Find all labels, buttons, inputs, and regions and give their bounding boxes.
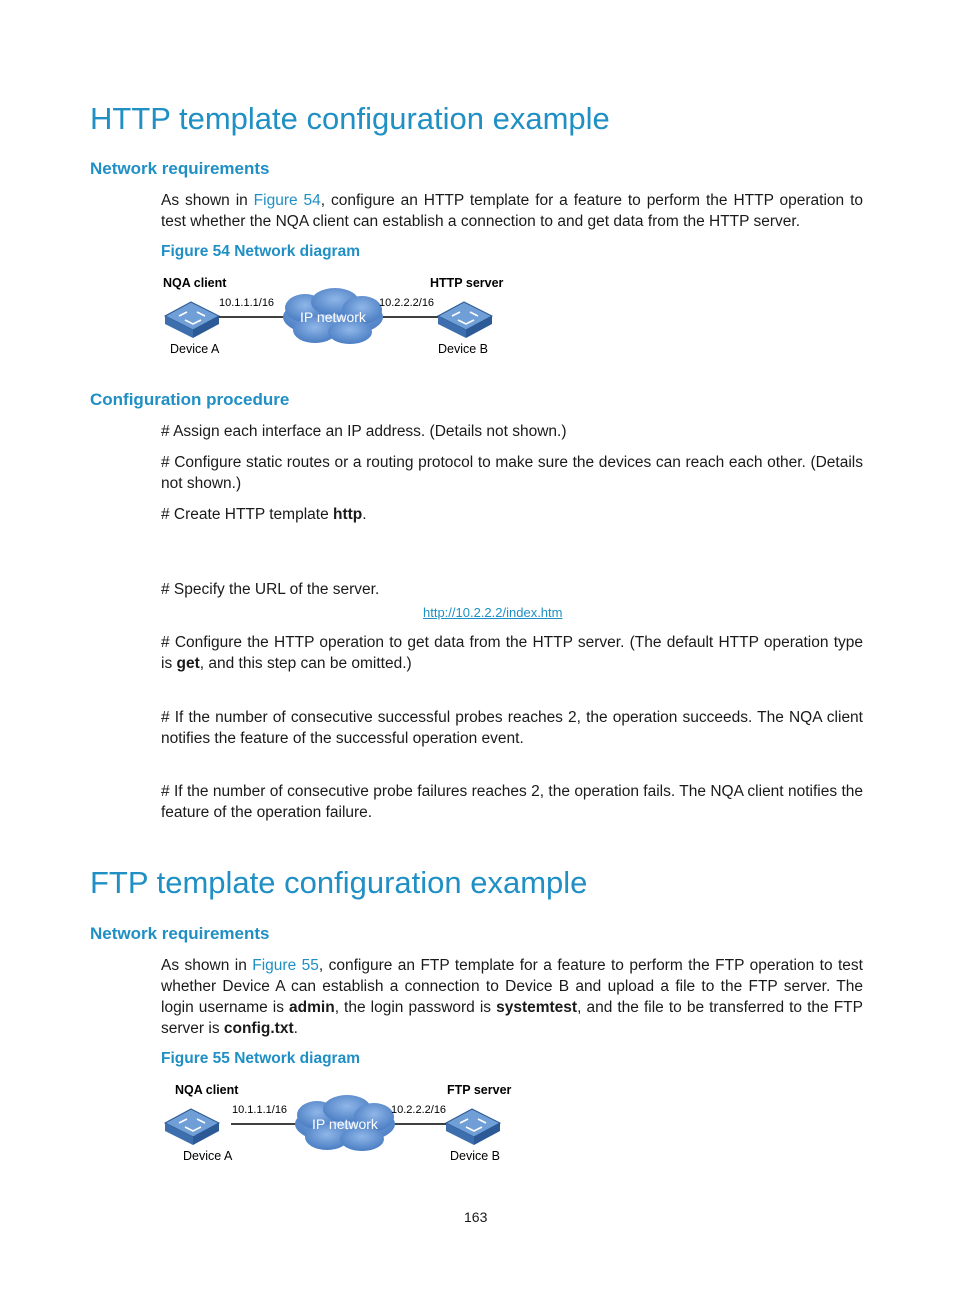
template-name: http (333, 506, 363, 523)
http-configuration-procedure-heading: Configuration procedure (90, 390, 290, 409)
right-device-label: Device B (438, 342, 489, 356)
ftp-section-title: FTP template configuration example (90, 865, 588, 900)
left-device-label: Device A (170, 342, 220, 356)
switch-icon-device-b (438, 302, 492, 338)
step-operation-text: # Configure the HTTP operation to get data from the HTTP server. (The default HTTP operation type is (161, 634, 863, 672)
http-intro-suffix: , configure an HTTP template for a feature to perform the HTTP operation to test whether the NQA client can establish a connection to and get data from the HTTP server. (161, 192, 863, 230)
step-success-threshold: # If the number of consecutive successful probes reaches 2, the operation succeeds. The NQA client notifies the feature of the successful operation event. (161, 709, 863, 747)
right-role-label: FTP server (447, 1083, 512, 1097)
http-intro-prefix: As shown in (161, 192, 254, 209)
step-specify-url: # Specify the URL of the server. (161, 581, 380, 598)
page-number: 163 (464, 1209, 488, 1225)
step-configure-operation (161, 632, 863, 674)
ftp-intro-p1: As shown in (161, 957, 253, 974)
step-assign-ip: # Assign each interface an IP address. (Details not shown.) (161, 423, 567, 440)
server-url-link[interactable]: http://10.2.2.2/index.htm (423, 605, 563, 620)
step-create-template-end: . (362, 506, 367, 523)
switch-icon-device-b (446, 1109, 500, 1145)
figure-55-network-diagram (0, 1077, 954, 1177)
right-ip-label: 10.2.2.2/16 (391, 1104, 447, 1116)
http-network-requirements-heading: Network requirements (90, 159, 270, 178)
right-ip-label: 10.2.2.2/16 (379, 297, 435, 309)
switch-icon-device-a (165, 302, 219, 338)
step-failure-threshold: # If the number of consecutive probe failures reaches 2, the operation fails. The NQA client notifies the feature of the operation failure. (161, 783, 863, 821)
step-create-template (161, 504, 863, 525)
ftp-intro-p4: , and the file to be transferred to the FTP server is (161, 999, 863, 1037)
step-operation-end: , and this step can be omitted.) (199, 655, 412, 672)
left-ip-label: 10.1.1.1/16 (232, 1104, 288, 1116)
figure-54-network-diagram (0, 270, 954, 370)
step-configure-routes: # Configure static routes or a routing protocol to make sure the devices can reach each other. (Details not shown.) (161, 454, 863, 492)
ftp-intro-paragraph (161, 955, 863, 1039)
left-role-label: NQA client (163, 276, 227, 290)
switch-icon-device-a (165, 1109, 219, 1145)
ftp-intro-p3: , the login password is (334, 999, 497, 1016)
http-section-title: HTTP template configuration example (90, 101, 610, 136)
figure-54-link[interactable]: Figure 54 (253, 192, 321, 209)
left-role-label: NQA client (175, 1083, 239, 1097)
right-device-label: Device B (450, 1149, 501, 1163)
ftp-intro-p5: . (293, 1020, 298, 1037)
left-ip-label: 10.1.1.1/16 (219, 297, 275, 309)
login-username: admin (289, 999, 335, 1016)
figure-55-link[interactable]: Figure 55 (252, 957, 319, 974)
step-create-template-text: # Create HTTP template (161, 506, 334, 523)
left-device-label: Device A (183, 1149, 233, 1163)
transfer-file-name: config.txt (223, 1020, 294, 1037)
cloud-label: IP network (300, 309, 366, 325)
figure-55-title: Figure 55 Network diagram (161, 1050, 360, 1067)
ftp-intro-p2: , configure an FTP template for a feature to perform the FTP operation to test whether Device A can establish a connection to Device B and upload a file to the FTP server. The login username is (161, 957, 863, 1016)
http-intro-paragraph (161, 190, 863, 232)
login-password: systemtest (496, 999, 578, 1016)
figure-54-title: Figure 54 Network diagram (161, 243, 360, 260)
right-role-label: HTTP server (430, 276, 504, 290)
operation-type: get (176, 655, 200, 672)
ftp-network-requirements-heading: Network requirements (90, 924, 270, 943)
cloud-label: IP network (312, 1116, 378, 1132)
